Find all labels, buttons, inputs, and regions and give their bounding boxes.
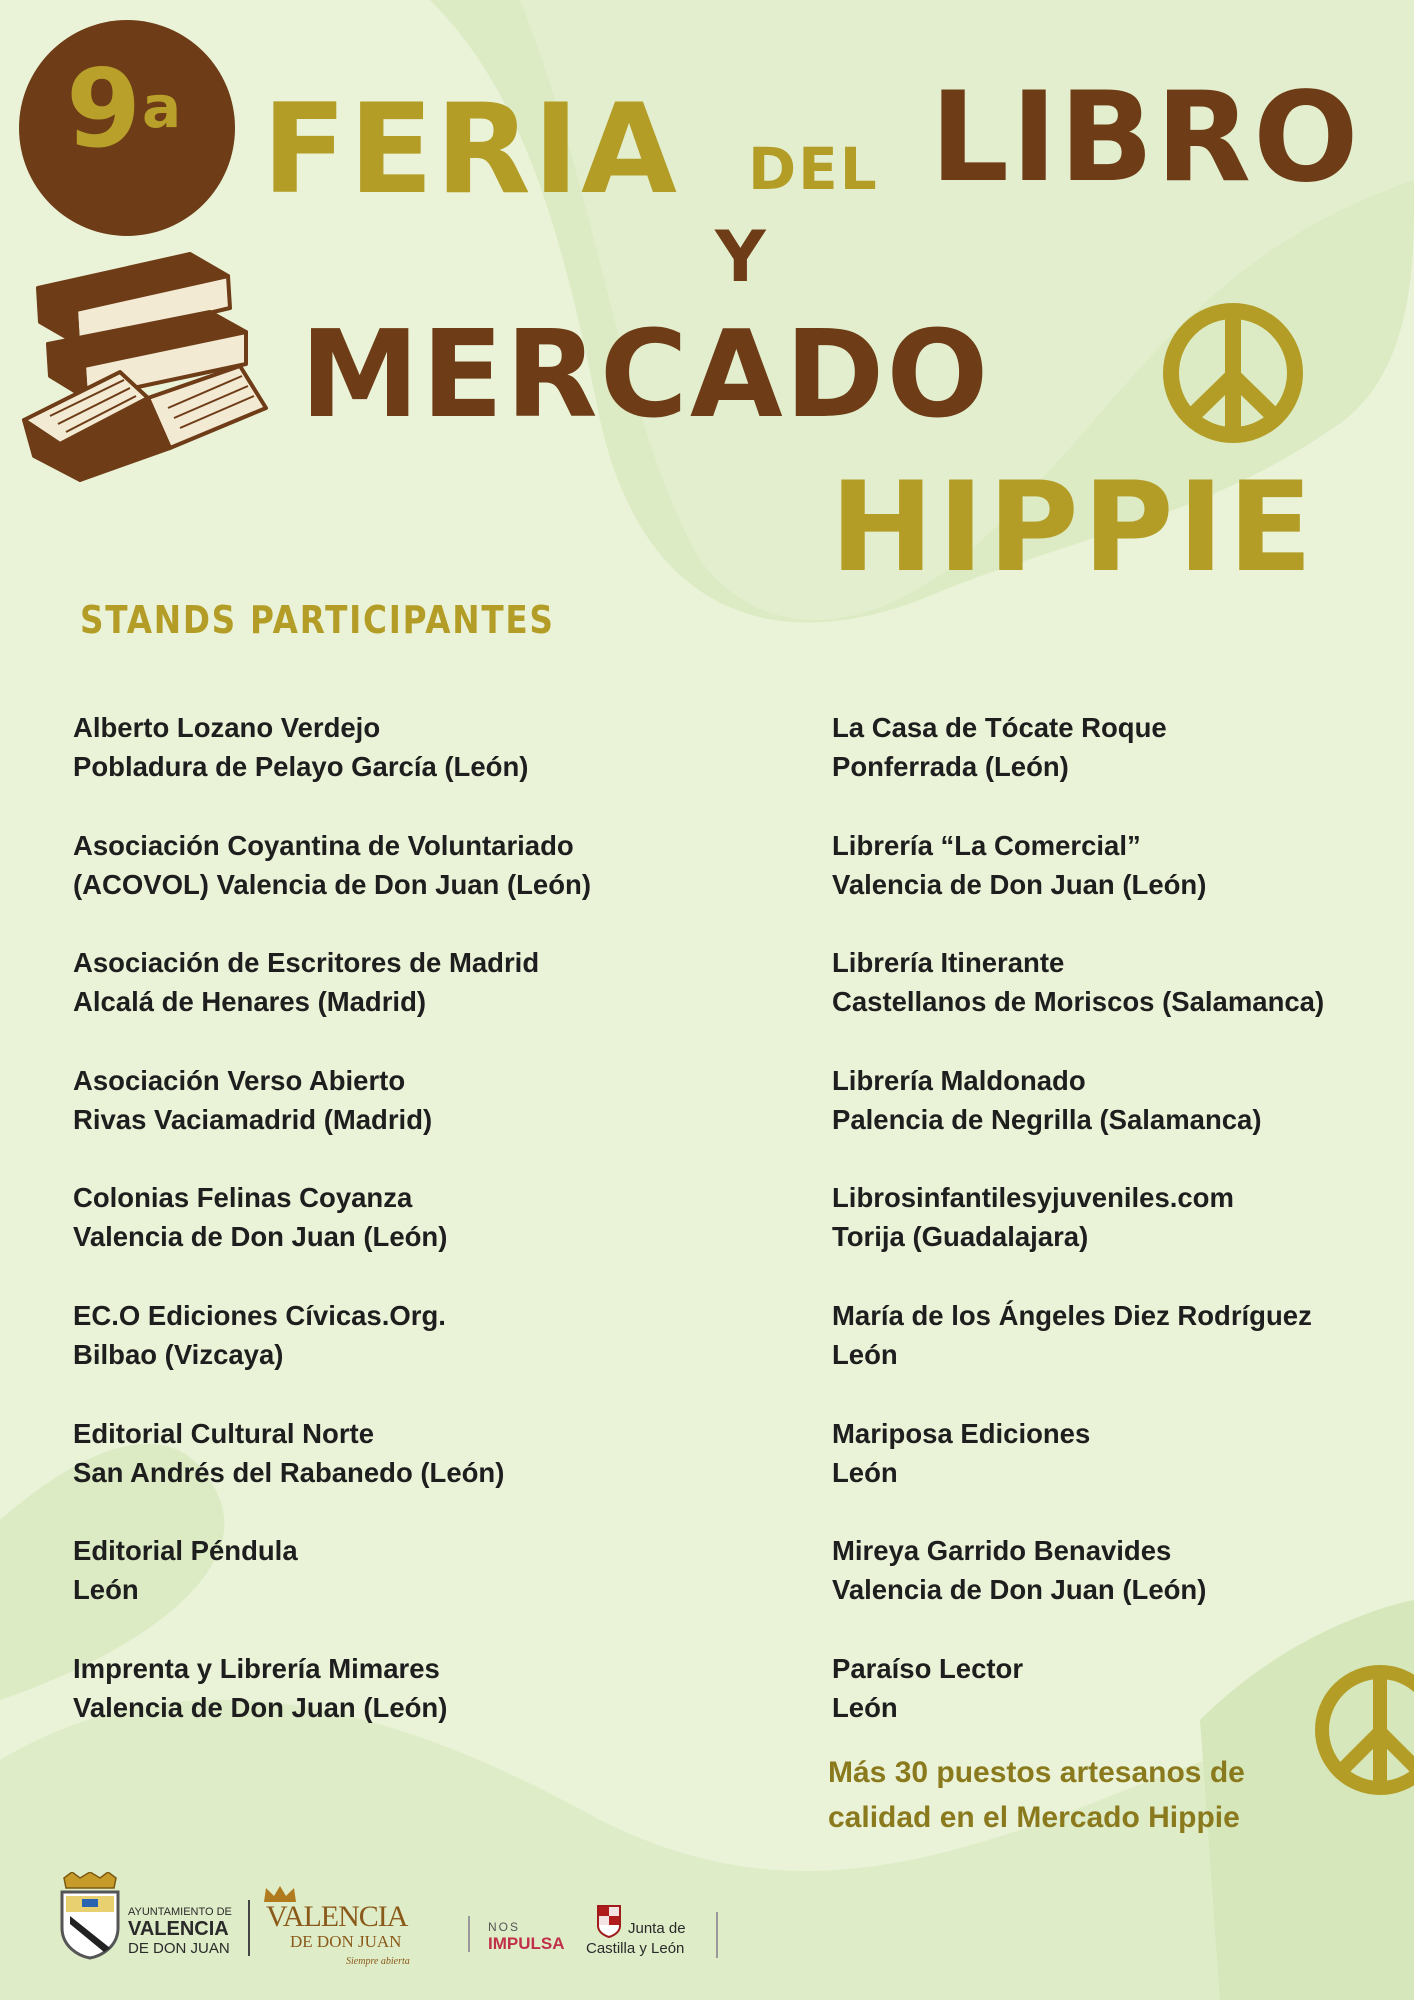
books-icon — [20, 248, 272, 486]
stand-name: Librería Itinerante — [832, 947, 1065, 979]
impulsa-label: IMPULSA — [488, 1934, 565, 1953]
peace-sign-icon — [1160, 300, 1306, 446]
junta-line2: Castilla y León — [586, 1940, 685, 1957]
artisan-note — [828, 1750, 1245, 1840]
stand-name: Asociación de Escritores de Madrid — [73, 947, 540, 979]
list-item — [73, 708, 713, 826]
list-item — [73, 1296, 713, 1414]
brand-line2: DE DON JUAN — [290, 1932, 402, 1951]
stand-name: Asociación Coyantina de Voluntariado — [73, 829, 574, 861]
stand-location: San Andrés del Rabanedo (León) — [73, 1456, 505, 1488]
stand-location: Bilbao (Vizcaya) — [73, 1338, 284, 1370]
list-item — [73, 1178, 713, 1296]
stand-name: Alberto Lozano Verdejo — [73, 712, 381, 743]
stand-location: Valencia de Don Juan (León) — [73, 1691, 448, 1723]
stand-location: León — [832, 1691, 898, 1723]
list-item — [73, 1649, 713, 1767]
stands-list-left — [73, 708, 713, 1766]
stand-name: EC.O Ediciones Cívicas.Org. — [73, 1299, 446, 1331]
list-item — [832, 1414, 1414, 1532]
stand-location: Valencia de Don Juan (León) — [832, 868, 1207, 900]
list-item — [73, 1061, 713, 1179]
edition-number: 9 — [66, 47, 140, 172]
coat-of-arms-icon — [56, 1872, 124, 1960]
list-item — [832, 826, 1414, 944]
divider — [468, 1916, 470, 1952]
stand-location: León — [832, 1456, 898, 1488]
list-item — [832, 1061, 1414, 1179]
stand-location: Ponferrada (León) — [832, 751, 1069, 782]
ayto-line3: DE DON JUAN — [128, 1940, 230, 1957]
stand-name: Librería Maldonado — [832, 1064, 1086, 1096]
stand-name: Editorial Péndula — [73, 1535, 298, 1567]
junta-line1: Junta de — [628, 1920, 686, 1937]
coat-of-arms-icon — [596, 1904, 622, 1938]
list-item — [73, 1531, 713, 1649]
ayto-line1: AYUNTAMIENTO DE — [128, 1906, 232, 1918]
stand-location: (ACOVOL) Valencia de Don Juan (León) — [73, 868, 591, 900]
stand-name: La Casa de Tócate Roque — [832, 712, 1167, 743]
list-item — [832, 708, 1414, 826]
stand-location: León — [73, 1574, 139, 1606]
section-heading: STANDS PARTICIPANTES — [80, 598, 555, 642]
title-hippie: HIPPIE — [830, 456, 1317, 600]
nos-label: NOS — [488, 1920, 521, 1934]
list-item — [832, 943, 1414, 1061]
list-item — [73, 943, 713, 1061]
title-y: Y — [715, 216, 766, 298]
list-item — [73, 826, 713, 944]
title-feria: FERIA — [262, 78, 679, 222]
stand-name: Mariposa Ediciones — [832, 1417, 1091, 1449]
stand-name: Editorial Cultural Norte — [73, 1417, 374, 1449]
stand-location: Rivas Vaciamadrid (Madrid) — [73, 1103, 433, 1135]
list-item — [832, 1296, 1414, 1414]
ayto-line2: VALENCIA — [128, 1918, 229, 1940]
edition-suffix: a — [142, 73, 182, 141]
stand-name: Paraíso Lector — [832, 1652, 1024, 1684]
sponsor-logos — [0, 1860, 1414, 1970]
stand-name: Librosinfantilesyjuveniles.com — [832, 1182, 1234, 1214]
stand-name: Imprenta y Librería Mimares — [73, 1652, 440, 1684]
list-item — [832, 1531, 1414, 1649]
list-item — [832, 1178, 1414, 1296]
stand-name: Asociación Verso Abierto — [73, 1064, 406, 1096]
artisan-note-line2: calidad en el Mercado Hippie — [828, 1801, 1240, 1834]
brand-line1: VALENCIA — [266, 1900, 408, 1933]
stand-name: María de los Ángeles Diez Rodríguez — [832, 1299, 1312, 1331]
stand-location: Torija (Guadalajara) — [832, 1221, 1089, 1253]
stands-list-right — [832, 708, 1414, 1766]
divider — [248, 1900, 250, 1956]
stand-location: Valencia de Don Juan (León) — [73, 1221, 448, 1253]
list-item — [832, 1649, 1414, 1767]
artisan-note-line1: Más 30 puestos artesanos de — [828, 1756, 1245, 1789]
stand-location: Alcalá de Henares (Madrid) — [73, 986, 427, 1018]
stand-location: Castellanos de Moriscos (Salamanca) — [832, 986, 1325, 1018]
stand-name: Mireya Garrido Benavides — [832, 1535, 1172, 1567]
stand-name: Librería “La Comercial” — [832, 829, 1141, 861]
stand-name: Colonias Felinas Coyanza — [73, 1182, 413, 1214]
stand-location: Palencia de Negrilla (Salamanca) — [832, 1103, 1262, 1135]
title-libro: LIBRO — [930, 66, 1361, 210]
stand-location: Pobladura de Pelayo García (León) — [73, 751, 529, 782]
brand-tagline: Siempre abierta — [346, 1956, 410, 1967]
stand-location: Valencia de Don Juan (León) — [832, 1574, 1207, 1606]
stand-location: León — [832, 1338, 898, 1370]
title-mercado: MERCADO — [300, 306, 991, 445]
title-del: DEL — [748, 135, 879, 203]
divider — [716, 1912, 718, 1958]
list-item — [73, 1414, 713, 1532]
